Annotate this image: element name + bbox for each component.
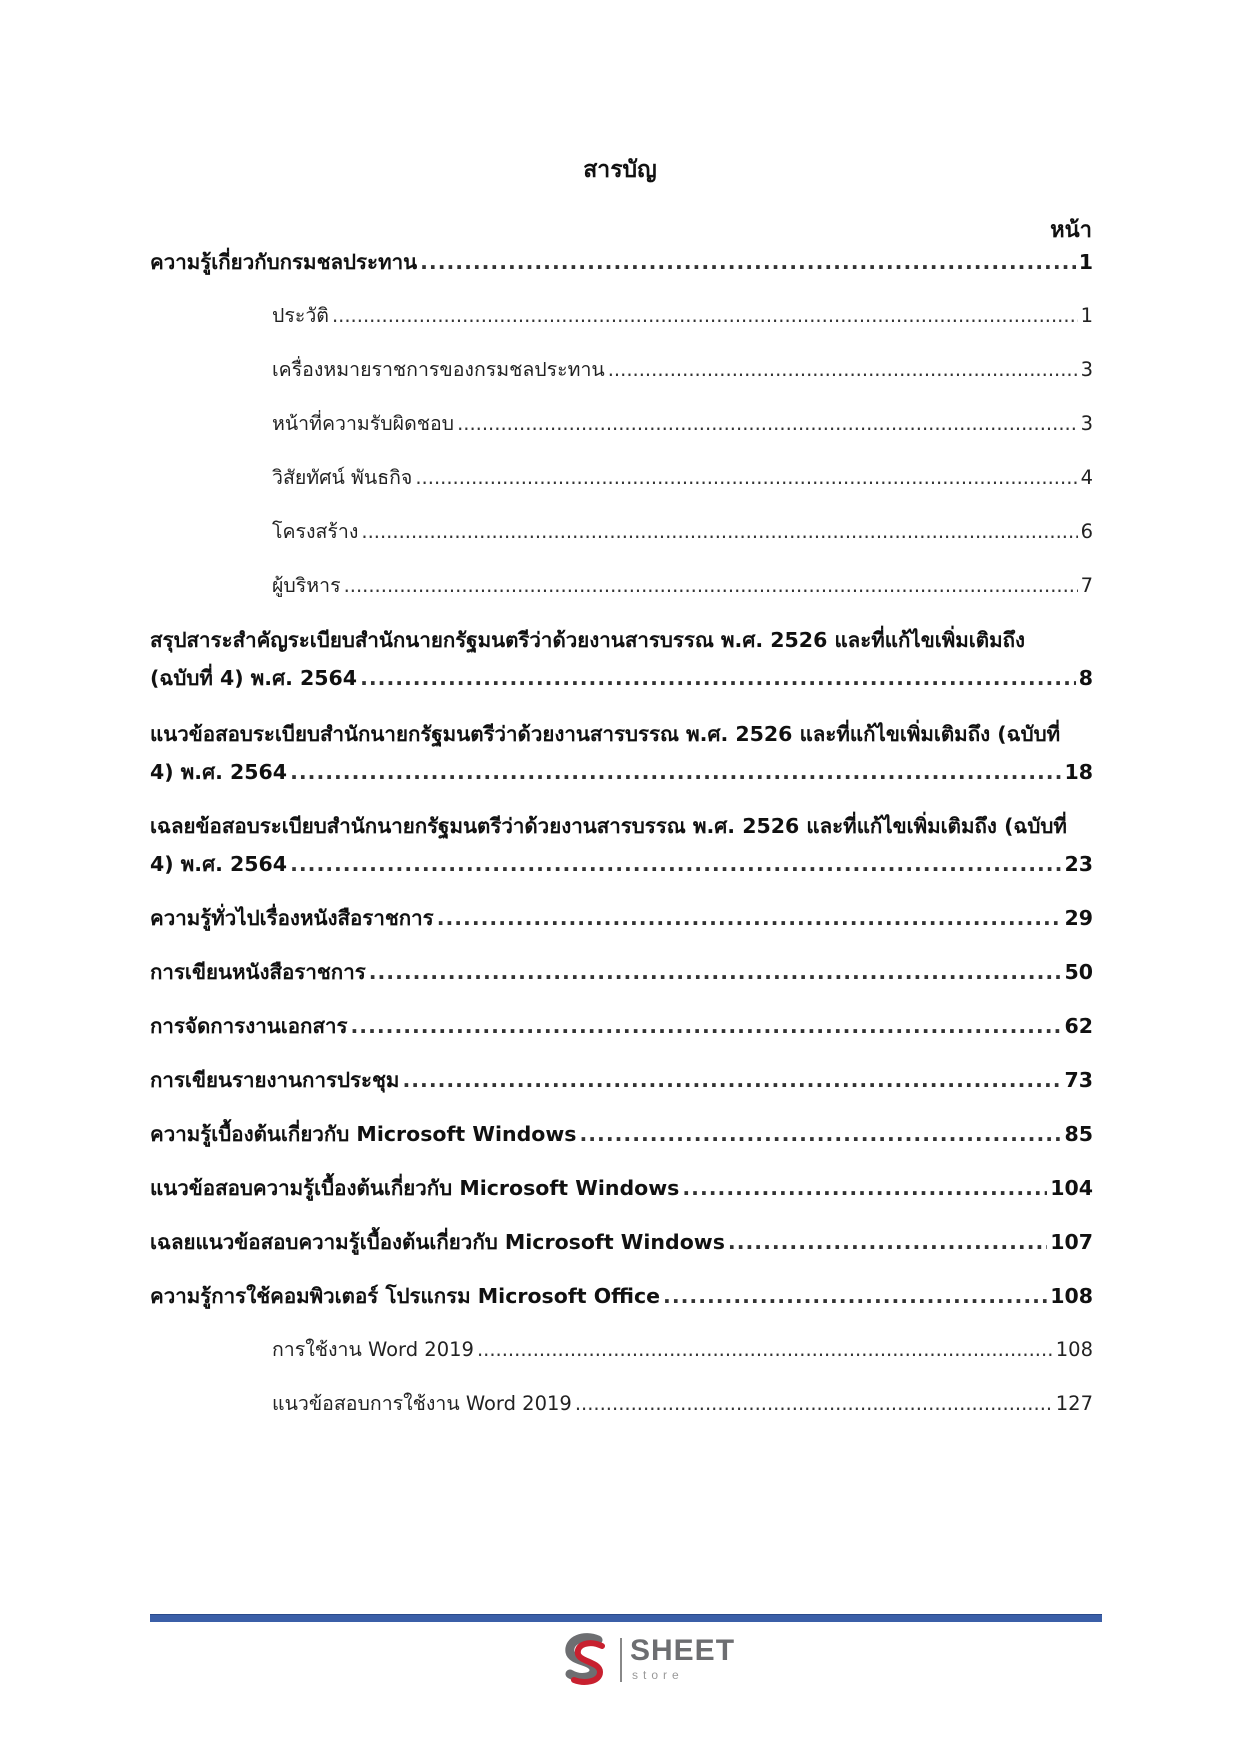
toc-page-number: 104 <box>1050 1176 1093 1200</box>
toc-page-number: 85 <box>1064 1122 1093 1146</box>
toc-entry-title: (ฉบับที่ 4) พ.ศ. 2564 <box>150 666 358 690</box>
toc-entry-title: ความรู้เบื้องต้นเกี่ยวกับ Microsoft Windows <box>150 1122 577 1146</box>
toc-entry-title: แนวข้อสอบการใช้งาน Word 2019 <box>272 1392 572 1415</box>
toc-subentry <box>272 1388 1093 1419</box>
toc-entry-line1: แนวข้อสอบระเบียบสำนักนายกรัฐมนตรีว่าด้วยงานสารบรรณ พ.ศ. 2526 และที่แก้ไขเพิ่มเติมถึง (ฉบับที่ <box>150 722 1061 746</box>
toc-entry-title: เครื่องหมายราชการของกรมชลประทาน <box>272 358 605 381</box>
toc-leader-dots <box>402 1068 1061 1092</box>
toc-entry-title: แนวข้อสอบความรู้เบื้องต้นเกี่ยวกับ Microsoft Windows <box>150 1176 680 1200</box>
toc-leader-dots <box>457 412 1078 435</box>
toc-page-number: 108 <box>1055 1338 1093 1361</box>
toc-leader-dots <box>290 760 1061 784</box>
toc-entry-title: การจัดการงานเอกสาร <box>150 1014 348 1038</box>
toc-leader-dots <box>360 666 1076 690</box>
toc-entry-title: การใช้งาน Word 2019 <box>272 1338 474 1361</box>
toc-page-number: 73 <box>1064 1068 1093 1092</box>
toc-entry-title: การเขียนรายงานการประชุม <box>150 1068 400 1092</box>
toc-entry <box>150 1280 1093 1313</box>
toc-entry <box>150 662 1093 695</box>
toc-subentry <box>272 408 1093 439</box>
toc-leader-dots <box>351 1014 1062 1038</box>
toc-entry-title: วิสัยทัศน์ พันธกิจ <box>272 466 413 489</box>
page-column-label: หน้า <box>1050 218 1092 243</box>
toc-entry-line1: สรุปสาระสำคัญระเบียบสำนักนายกรัฐมนตรีว่าด้วยงานสารบรรณ พ.ศ. 2526 และที่แก้ไขเพิ่มเติมถึง <box>150 628 1026 652</box>
toc-leader-dots <box>575 1392 1053 1415</box>
logo-wordmark: SHEET <box>630 1634 736 1667</box>
toc-page-number: 7 <box>1080 574 1093 597</box>
toc-entry <box>150 848 1093 881</box>
toc-page-number: 8 <box>1078 666 1093 690</box>
toc-page-number: 62 <box>1064 1014 1093 1038</box>
toc-leader-dots <box>420 250 1076 274</box>
toc-page-number: 1 <box>1078 250 1093 274</box>
toc-entry <box>150 902 1093 935</box>
toc-entry-title: ความรู้การใช้คอมพิวเตอร์ โปรแกรม Microsoft Office <box>150 1284 661 1308</box>
toc-page-number: 107 <box>1050 1230 1093 1254</box>
toc-page-number: 6 <box>1080 520 1093 543</box>
toc-leader-dots <box>728 1230 1047 1254</box>
toc-entry-title: โครงสร้าง <box>272 520 359 543</box>
toc-entry <box>150 1010 1093 1043</box>
toc-page-number: 29 <box>1064 906 1093 930</box>
toc-leader-dots <box>344 574 1078 597</box>
toc-leader-dots <box>682 1176 1047 1200</box>
toc-leader-dots <box>608 358 1078 381</box>
toc-entry-title: หน้าที่ความรับผิดชอบ <box>272 412 455 435</box>
toc-entry-line1: เฉลยข้อสอบระเบียบสำนักนายกรัฐมนตรีว่าด้วยงานสารบรรณ พ.ศ. 2526 และที่แก้ไขเพิ่มเติมถึง (ฉบับที่ <box>150 814 1067 838</box>
toc-entry-title: 4) พ.ศ. 2564 <box>150 852 288 876</box>
logo-separator <box>620 1638 622 1682</box>
toc-leader-dots <box>361 520 1077 543</box>
toc-subentry <box>272 1334 1093 1365</box>
toc-entry-title: 4) พ.ศ. 2564 <box>150 760 288 784</box>
toc-page-number: 18 <box>1064 760 1093 784</box>
toc-entry <box>150 956 1093 989</box>
toc-leader-dots <box>369 960 1062 984</box>
toc-page-number: 23 <box>1064 852 1093 876</box>
toc-page-number: 1 <box>1080 304 1093 327</box>
toc-page-number: 108 <box>1050 1284 1093 1308</box>
toc-page-number: 127 <box>1055 1392 1093 1415</box>
toc-subentry <box>272 570 1093 601</box>
toc-entry-title: ประวัติ <box>272 304 329 327</box>
logo-subtext: store <box>632 1668 684 1682</box>
toc-entry-title: ความรู้ทั่วไปเรื่องหนังสือราชการ <box>150 906 434 930</box>
toc-entry <box>150 1226 1093 1259</box>
footer-bar <box>150 1614 1102 1622</box>
toc-entry <box>150 1064 1093 1097</box>
toc-page-number: 4 <box>1080 466 1093 489</box>
sheet-store-logo-icon <box>560 1632 612 1688</box>
toc-subentry <box>272 300 1093 331</box>
sheet-store-logo <box>560 1632 740 1688</box>
toc-leader-dots <box>477 1338 1053 1361</box>
page-title: สารบัญ <box>583 157 657 183</box>
toc-entry-title: ผู้บริหาร <box>272 574 341 597</box>
toc-entry-title: เฉลยแนวข้อสอบความรู้เบื้องต้นเกี่ยวกับ Microsoft Windows <box>150 1230 725 1254</box>
toc-leader-dots <box>437 906 1062 930</box>
toc-leader-dots <box>290 852 1061 876</box>
toc-subentry <box>272 354 1093 385</box>
toc-leader-dots <box>663 1284 1047 1308</box>
toc-entry <box>150 756 1093 789</box>
toc-page-number: 50 <box>1064 960 1093 984</box>
toc-leader-dots <box>415 466 1077 489</box>
toc-page-number: 3 <box>1080 412 1093 435</box>
toc-entry-title: ความรู้เกี่ยวกับกรมชลประทาน <box>150 250 418 274</box>
toc-subentry <box>272 462 1093 493</box>
toc-entry-title: การเขียนหนังสือราชการ <box>150 960 366 984</box>
toc-leader-dots <box>332 304 1078 327</box>
toc-entry <box>150 1172 1093 1205</box>
toc-entry <box>150 1118 1093 1151</box>
toc-subentry <box>272 516 1093 547</box>
toc-entry <box>150 246 1093 279</box>
toc-page-number: 3 <box>1080 358 1093 381</box>
toc-leader-dots <box>579 1122 1061 1146</box>
